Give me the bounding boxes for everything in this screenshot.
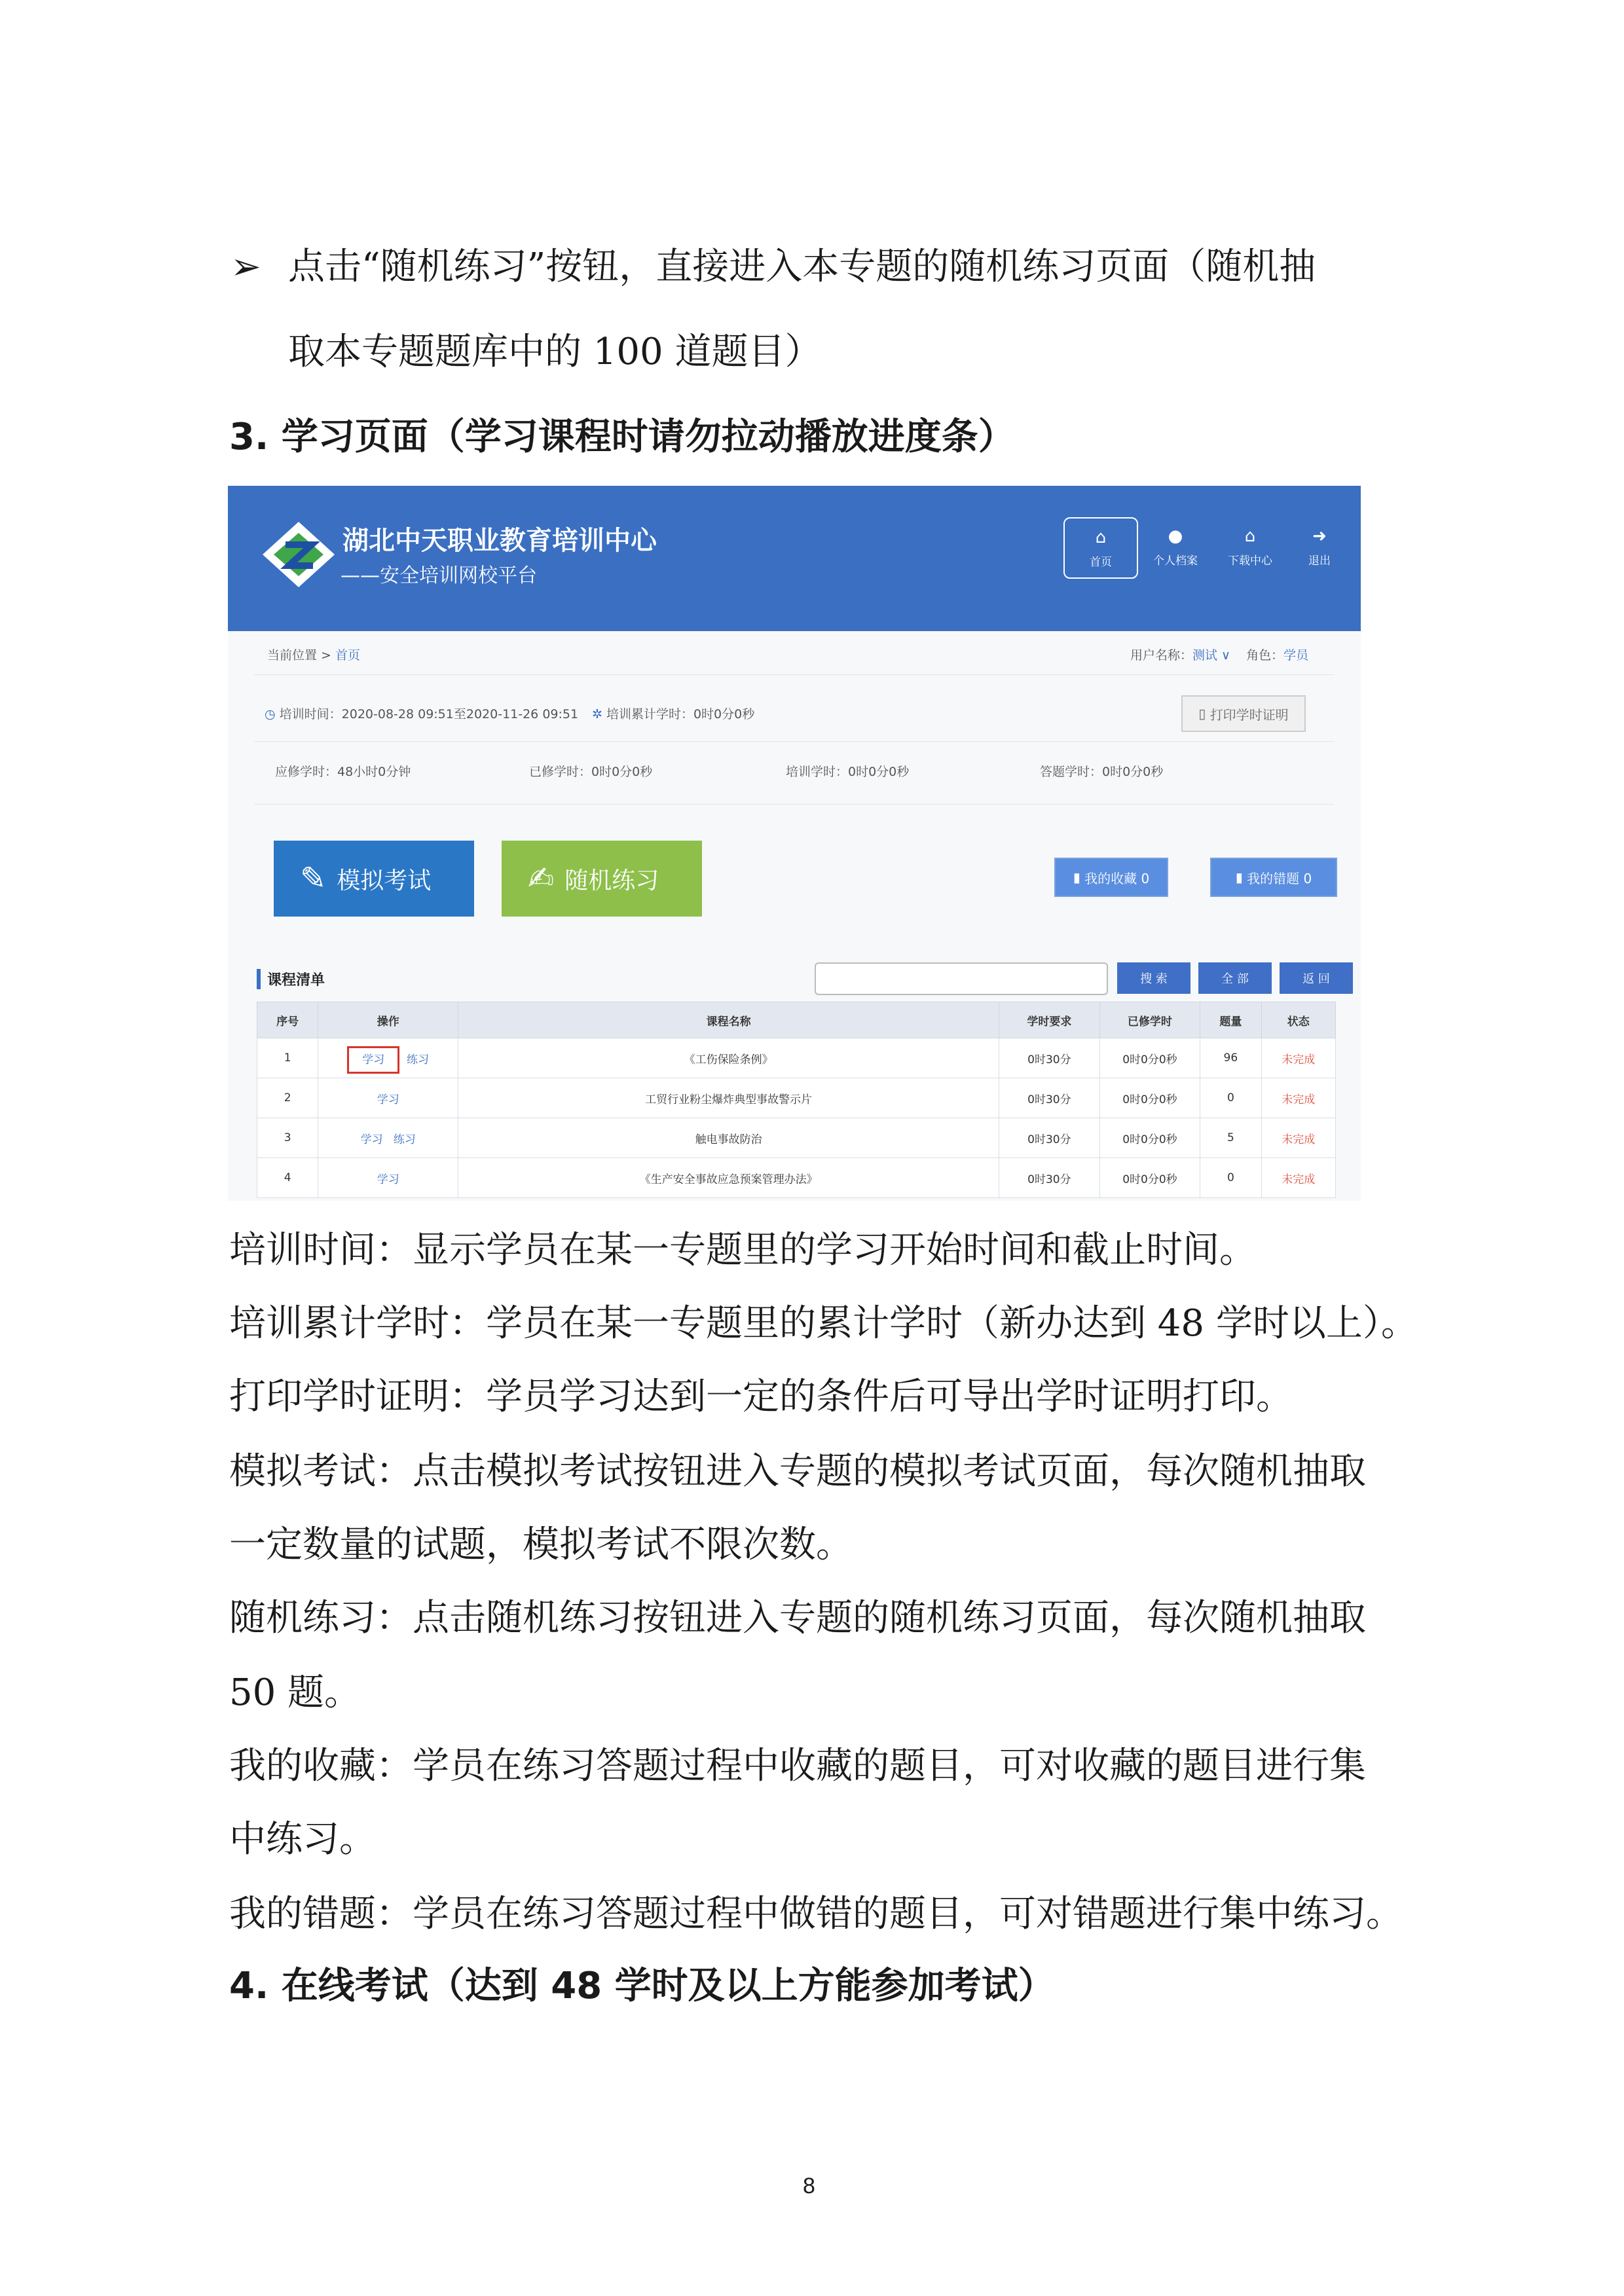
section-4-title: 4. 在线考试（达到 48 学时及以上方能参加考试） — [229, 1965, 1055, 2007]
row-actions — [318, 1158, 458, 1198]
practice-link[interactable]: 练习 — [407, 1053, 430, 1066]
row-required: 0时30分 — [999, 1038, 1100, 1078]
desc-random-practice-1: 随机练习：点击随机练习按钮进入专题的随机练习页面，每次随机抽取 — [229, 1597, 1366, 1639]
study-link[interactable]: 学习 — [377, 1093, 399, 1106]
nav-logout-button[interactable]: ➜ 退出 — [1283, 517, 1356, 576]
col-question-count: 题量 — [1200, 1002, 1261, 1038]
desc-random-practice-2: 50 题。 — [229, 1671, 361, 1714]
col-required-hours: 学时要求 — [999, 1002, 1100, 1038]
col-no: 序号 — [257, 1002, 318, 1038]
desc-mock-exam-2: 一定数量的试题，模拟考试不限次数。 — [229, 1523, 853, 1566]
user-name-dropdown[interactable]: 测试 ∨ — [1192, 648, 1230, 663]
logout-icon: ➜ — [1312, 526, 1327, 546]
practice-link[interactable]: 练习 — [393, 1133, 416, 1146]
row-no: 1 — [257, 1038, 318, 1078]
section-3-title: 3. 学习页面（学习课程时请勿拉动播放进度条） — [229, 416, 1015, 458]
answer-hours: 答题学时：0时0分0秒 — [1040, 765, 1164, 779]
row-course-name: 工贸行业粉尘爆炸典型事故警示片 — [458, 1078, 999, 1118]
row-no: 2 — [257, 1078, 318, 1118]
row-status: 未完成 — [1261, 1118, 1335, 1158]
site-header — [228, 486, 1361, 631]
random-practice-button[interactable]: ✍ 随机练习 — [502, 841, 702, 917]
divider — [254, 674, 1335, 675]
download-icon: ⌂ — [1244, 526, 1256, 546]
bookmark-icon: ▮ — [1073, 869, 1085, 885]
study-link[interactable]: 学习 — [360, 1133, 383, 1146]
row-no: 3 — [257, 1118, 318, 1158]
row-required: 0时30分 — [999, 1118, 1100, 1158]
row-qty: 0 — [1200, 1158, 1261, 1198]
user-icon: ● — [1168, 526, 1183, 546]
table-row — [257, 1038, 1336, 1078]
my-favorites-button[interactable]: ▮ 我的收藏 0 — [1054, 858, 1168, 897]
row-actions — [318, 1118, 458, 1158]
study-link[interactable]: 学习 — [347, 1046, 399, 1074]
search-input[interactable] — [815, 962, 1108, 995]
desc-favorites-1: 我的收藏：学员在练习答题过程中收藏的题目，可对收藏的题目进行集 — [229, 1745, 1366, 1787]
row-course-name: 《生产安全事故应急预案管理办法》 — [458, 1158, 999, 1198]
mock-exam-button[interactable]: ✎ 模拟考试 — [274, 841, 474, 917]
row-status: 未完成 — [1261, 1038, 1335, 1078]
site-title: 湖北中天职业教育培训中心 — [342, 526, 657, 556]
row-required: 0时30分 — [999, 1158, 1100, 1198]
home-icon: ⌂ — [1095, 528, 1107, 547]
required-hours: 应修学时：48小时0分钟 — [275, 765, 411, 779]
row-no: 4 — [257, 1158, 318, 1198]
col-status: 状态 — [1261, 1002, 1335, 1038]
training-hours: ✲ 培训累计学时：0时0分0秒 — [592, 707, 755, 721]
table-row — [257, 1078, 1336, 1118]
print-certificate-button[interactable]: ▯ 打印学时证明 — [1181, 695, 1306, 732]
exam-paper-icon: ✎ — [300, 860, 327, 897]
learning-page-screenshot — [228, 486, 1361, 1201]
row-completed: 0时0分0秒 — [1099, 1158, 1200, 1198]
row-status: 未完成 — [1261, 1158, 1335, 1198]
divider — [254, 804, 1335, 805]
row-completed: 0时0分0秒 — [1099, 1038, 1200, 1078]
table-header-row — [257, 1002, 1336, 1038]
intro-line-2: 取本专题题库中的 100 道题目） — [288, 331, 822, 373]
course-list-title: 课程清单 — [257, 969, 325, 989]
row-completed: 0时0分0秒 — [1099, 1118, 1200, 1158]
print-icon: ▯ — [1198, 706, 1210, 721]
desc-favorites-2: 中练习。 — [229, 1818, 376, 1861]
clock-icon: ◷ — [265, 707, 276, 721]
course-table — [257, 1002, 1336, 1198]
search-button[interactable]: 搜 索 — [1117, 962, 1190, 994]
pen-icon: ✍ — [528, 860, 555, 897]
table-row — [257, 1158, 1336, 1198]
row-qty: 0 — [1200, 1078, 1261, 1118]
desc-training-time: 培训时间：显示学员在某一专题里的学习开始时间和截止时间。 — [229, 1229, 1256, 1271]
row-course-name: 触电事故防治 — [458, 1118, 999, 1158]
breadcrumb: 当前位置 > 首页 — [267, 648, 361, 663]
divider — [254, 741, 1335, 742]
bookmark-icon: ▮ — [1235, 869, 1247, 885]
study-hours: 培训学时：0时0分0秒 — [786, 765, 910, 779]
col-completed-hours: 已修学时 — [1099, 1002, 1200, 1038]
site-subtitle: ——安全培训网校平台 — [341, 564, 537, 587]
row-course-name: 《工伤保险条例》 — [458, 1038, 999, 1078]
table-row — [257, 1118, 1336, 1158]
nav-profile-button[interactable]: ● 个人档案 — [1139, 517, 1211, 576]
row-status: 未完成 — [1261, 1078, 1335, 1118]
intro-line-1: 点击“随机练习”按钮，直接进入本专题的随机练习页面（随机抽 — [288, 246, 1316, 288]
my-wrong-answers-button[interactable]: ▮ 我的错题 0 — [1210, 858, 1337, 897]
nav-download-button[interactable]: ⌂ 下载中心 — [1214, 517, 1286, 576]
desc-training-hours: 培训累计学时：学员在某一专题里的累计学时（新办达到 48 学时以上）。 — [229, 1302, 1418, 1345]
row-required: 0时30分 — [999, 1078, 1100, 1118]
user-info: 用户名称：测试 ∨ 角色：学员 — [1130, 648, 1309, 663]
back-button[interactable]: 返 回 — [1280, 962, 1353, 994]
gear-icon: ✲ — [592, 707, 602, 721]
row-actions — [318, 1078, 458, 1118]
training-time: ◷ 培训时间：2020-08-28 09:51至2020-11-26 09:51 — [265, 707, 579, 721]
nav-home-button[interactable]: ⌂ 首页 — [1063, 517, 1138, 579]
completed-hours: 已修学时：0时0分0秒 — [529, 765, 653, 779]
desc-print-certificate: 打印学时证明：学员学习达到一定的条件后可导出学时证明打印。 — [229, 1376, 1293, 1418]
all-button[interactable]: 全 部 — [1198, 962, 1272, 994]
study-link[interactable]: 学习 — [377, 1173, 399, 1186]
page-number: 8 — [803, 2174, 815, 2198]
desc-wrong-answers: 我的错题：学员在练习答题过程中做错的题目，可对错题进行集中练习。 — [229, 1893, 1403, 1935]
breadcrumb-home-link[interactable]: 首页 — [335, 648, 361, 663]
row-qty: 5 — [1200, 1118, 1261, 1158]
row-qty: 96 — [1200, 1038, 1261, 1078]
row-completed: 0时0分0秒 — [1099, 1078, 1200, 1118]
col-action: 操作 — [318, 1002, 458, 1038]
logo-icon — [259, 519, 338, 591]
row-actions — [318, 1038, 458, 1078]
bullet-marker: ➢ — [231, 246, 261, 288]
desc-mock-exam-1: 模拟考试：点击模拟考试按钮进入专题的模拟考试页面，每次随机抽取 — [229, 1450, 1366, 1493]
col-course-name: 课程名称 — [458, 1002, 999, 1038]
